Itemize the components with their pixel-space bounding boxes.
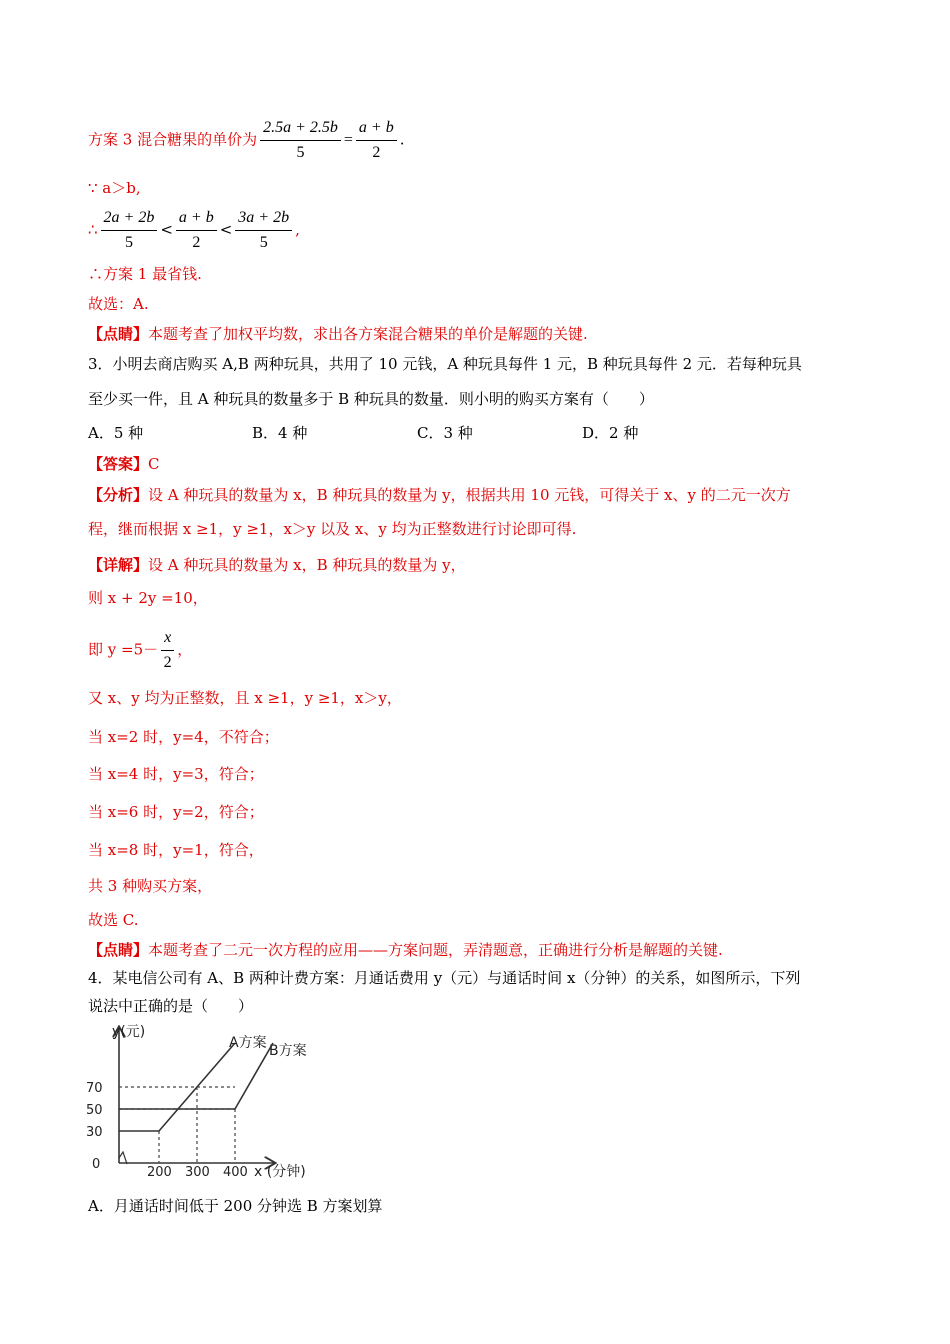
y-tick-30: 30: [86, 1125, 103, 1140]
q3-option-d: D．2 种: [582, 424, 639, 442]
q4-option-a: A．月通话时间低于 200 分钟选 B 方案划算: [88, 1197, 383, 1215]
q4-stem-line1: 4．某电信公司有 A、B 两种计费方案：月通话费用 y（元）与通话时间 x（分钟）的关系，如图所示，下列: [88, 969, 801, 987]
q3-analysis-line2: 程，继而根据 x ≥1，y ≥1，x＞y 以及 x、y 均为正整数进行讨论即可得.: [88, 520, 577, 538]
line-inequality: ∴ $\frac{2a + 2b}{5}$ < $\frac{a + b}{2}$ < $\frac{3a + 2b}{5}$ ,: [88, 209, 300, 251]
fraction-plan3: $\frac{2.5a + 2.5b}{5}$: [260, 118, 341, 163]
q3-detail: 【详解】设 A 种玩具的数量为 x，B 种玩具的数量为 y，: [88, 556, 466, 574]
line-because: ∵ a＞b,: [88, 179, 141, 197]
fraction-x-over-2: $\frac{x}{2}$: [161, 628, 174, 673]
q3-stem-line1: 3．小明去商店购买 A,B 两种玩具，共用了 10 元钱，A 种玩具每件 1 元，B 种玩具每件 2 元．若每种玩具: [88, 355, 802, 373]
q3-equation-1: 则 x + 2y =10，: [88, 589, 208, 607]
q3-choose: 故选 C.: [88, 911, 139, 929]
q3-option-c: C．3 种: [417, 424, 473, 442]
q3-case-4: 当 x=8 时，y=1，符合，: [88, 841, 264, 859]
q3-case-2: 当 x=4 时，y=3，符合；: [88, 765, 264, 783]
x-axis-label: x (分钟): [254, 1164, 306, 1180]
line-plan3-price: 方案 3 混合糖果的单价为 $\frac{2.5a + 2.5b}{5}$ = $\frac{a + b}{2}$ .: [88, 119, 405, 161]
q3-option-b: B．4 种: [252, 424, 308, 442]
series-label-a: A方案: [229, 1035, 267, 1051]
line-tip-1: 【点睛】本题考查了加权平均数，求出各方案混合糖果的单价是解题的关键.: [88, 325, 588, 343]
fraction-plan3-mid: $\frac{a + b}{2}$: [176, 208, 217, 253]
q3-equation-2: 即 y =5－ $\frac{x}{2}$ ，: [88, 629, 193, 671]
x-tick-300: 300: [185, 1165, 210, 1180]
x-tick-200: 200: [147, 1165, 172, 1180]
q3-stem-line2: 至少买一件，且 A 种玩具的数量多于 B 种玩具的数量．则小明的购买方案有（ ）: [88, 390, 654, 408]
series-label-b: B方案: [269, 1043, 307, 1059]
line-choose-a: 故选：A.: [88, 295, 149, 313]
axis-break: [119, 1152, 127, 1164]
q3-case-3: 当 x=6 时，y=2，符合；: [88, 803, 264, 821]
fraction-plan1: $\frac{2a + 2b}{5}$: [101, 208, 158, 253]
cost-chart: [82, 1018, 322, 1183]
q3-condition: 又 x、y 均为正整数，且 x ≥1，y ≥1，x＞y，: [88, 689, 402, 707]
origin-label: 0: [92, 1157, 101, 1172]
y-axis-label: y(元): [112, 1024, 146, 1040]
q3-answer: 【答案】C: [88, 455, 160, 473]
x-tick-400: 400: [223, 1165, 248, 1180]
q3-tip: 【点睛】本题考查了二元一次方程的应用——方案问题，弄清题意，正确进行分析是解题的关键.: [88, 941, 723, 959]
q3-analysis-line1: 【分析】设 A 种玩具的数量为 x，B 种玩具的数量为 y，根据共用 10 元钱，可得关于 x、y 的二元一次方: [88, 486, 791, 504]
fraction-plan2: $\frac{3a + 2b}{5}$: [235, 208, 292, 253]
q3-option-a: A．5 种: [88, 424, 144, 442]
series-line-b: [119, 1043, 273, 1109]
fraction-plan3-simplified: $\frac{a + b}{2}$: [356, 118, 397, 163]
y-tick-50: 50: [86, 1103, 103, 1118]
y-tick-70: 70: [86, 1081, 103, 1096]
q3-case-1: 当 x=2 时，y=4，不符合；: [88, 728, 279, 746]
q4-stem-line2: 说法中正确的是（ ）: [88, 997, 254, 1015]
q3-total: 共 3 种购买方案，: [88, 877, 213, 895]
line-conclusion: ∴方案 1 最省钱.: [88, 265, 202, 283]
